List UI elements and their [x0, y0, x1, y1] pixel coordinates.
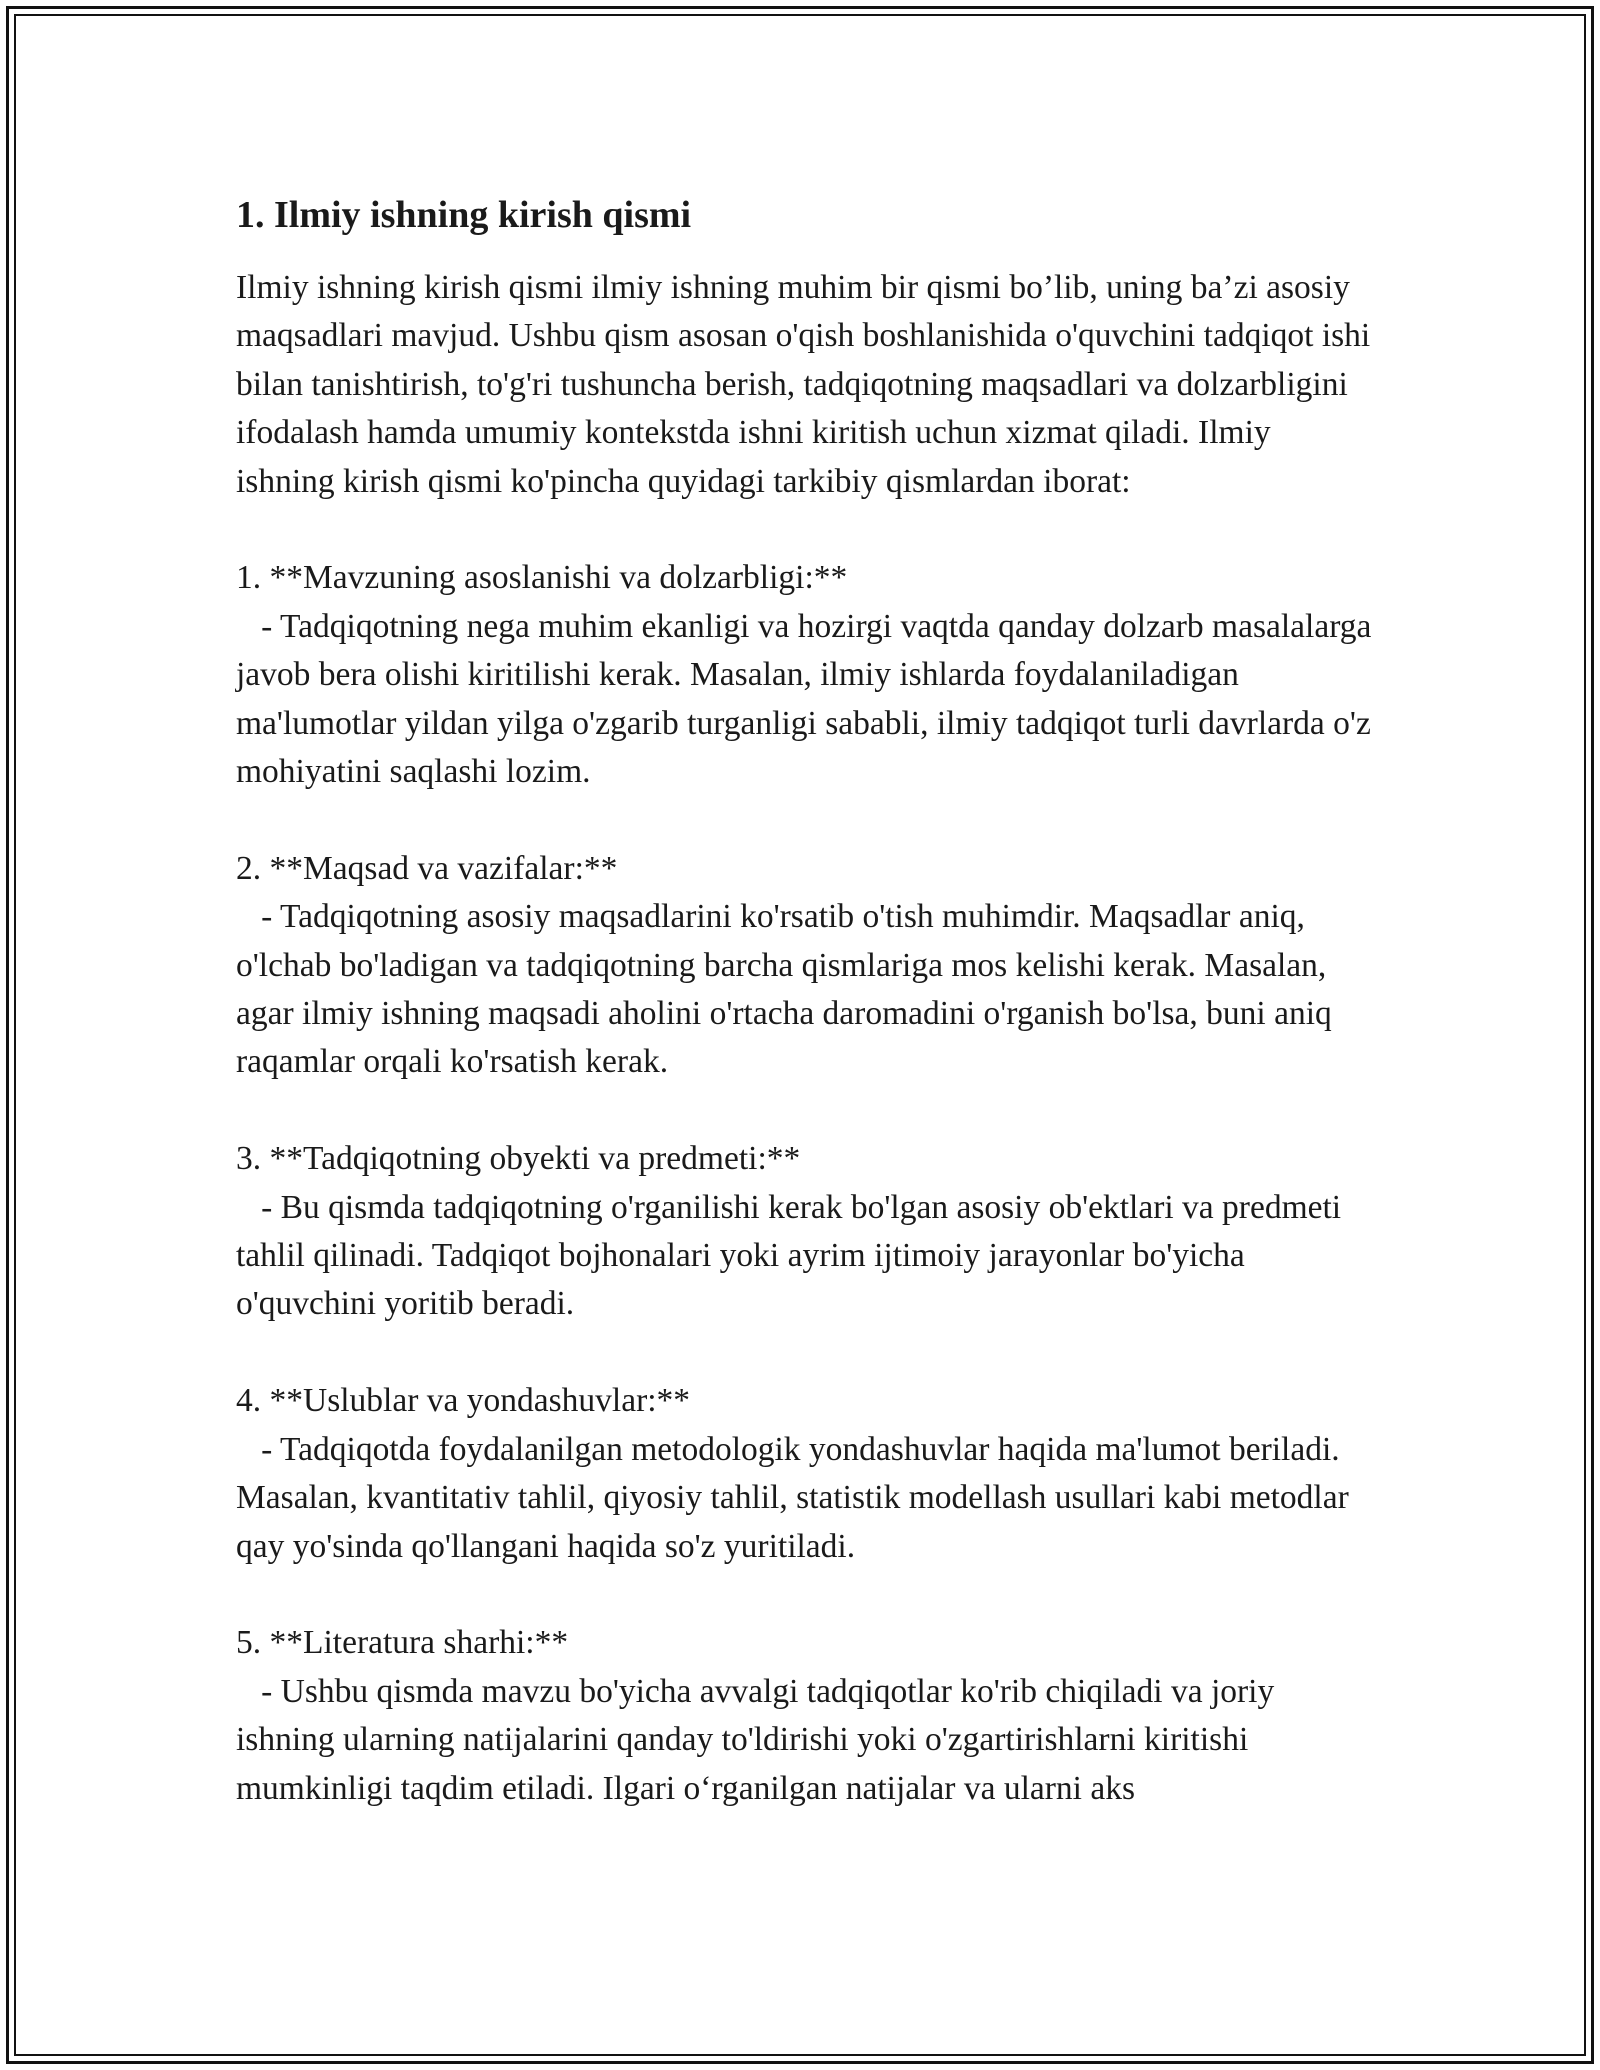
list-item-heading: 1. **Mavzuning asoslanishi va dolzarbligi:**: [236, 559, 848, 597]
list-item-body: - Bu qismda tadqiqotning o'rganilishi kerak bo'lgan asosiy ob'ektlari va predmeti tahlil qilinadi. Tadqiqot bojhonalari yoki ayrim ijtimoiy jarayonlar bo'yicha o'quvchini yoritib beradi.: [236, 1188, 1342, 1323]
list-item-body: - Tadqiqotning nega muhim ekanligi va hozirgi vaqtda qanday dolzarb masalalarga javob bera olishi kiritilishi kerak. Masalan, ilmiy ishlarda foydalaniladigan ma'lumotlar yildan yilga o'zgarib turganligi sababli, ilmiy tadqiqot turli davrlarda o'z mohiyatini saqlashi lozim.: [236, 607, 1372, 791]
list-item: [236, 1619, 1376, 1813]
list-item-heading: 3. **Tadqiqotning obyekti va predmeti:**: [236, 1140, 801, 1178]
list-item: [236, 845, 1376, 1087]
list-item-heading: 5. **Literatura sharhi:**: [236, 1624, 569, 1662]
list-item-body: - Tadqiqotda foydalanilgan metodologik yondashuvlar haqida ma'lumot beriladi. Masalan, kvantitativ tahlil, qiyosiy tahlil, statistik modellash usullari kabi metodlar qay yo'sinda qo'llangani haqida so'z yuritiladi.: [236, 1430, 1349, 1565]
list-item: [236, 554, 1376, 796]
list-item: [236, 1377, 1376, 1571]
intro-paragraph: Ilmiy ishning kirish qismi ilmiy ishning muhim bir qismi bo’lib, uning ba’zi asosiy maqsadlari mavjud. Ushbu qism asosan o'qish boshlanishida o'quvchini tadqiqot ishi bilan tanishtirish, to'g'ri tushuncha berish, tadqiqotning maqsadlari va dolzarbligini ifodalash hamda umumiy kontekstda ishni kiritish uchun xizmat qiladi. Ilmiy ishning kirish qismi ko'pincha quyidagi tarkibiy qismlardan iborat:: [236, 269, 1371, 500]
list-item-heading: 2. **Maqsad va vazifalar:**: [236, 849, 618, 887]
list-item-body: - Tadqiqotning asosiy maqsadlarini ko'rsatib o'tish muhimdir. Maqsadlar aniq, o'lchab bo'ladigan va tadqiqotning barcha qismlariga mos kelishi kerak. Masalan, agar ilmiy ishning maqsadi aholini o'rtacha daromadini o'rganish bo'lsa, buni aniq raqamlar orqali ko'rsatish kerak.: [236, 898, 1332, 1081]
list-item-heading: 4. **Uslublar va yondashuvlar:**: [236, 1382, 691, 1420]
list-item-body: - Ushbu qismda mavzu bo'yicha avvalgi tadqiqotlar ko'rib chiqiladi va joriy ishning ularning natijalarini qanday to'ldirishi yoki o'zgartirishlarni kiritishi mumkinligi taqdim etiladi. Ilgari o‘rganilgan natijalar va ularni aks: [236, 1672, 1275, 1807]
list-item: [236, 1135, 1376, 1329]
document-body: [236, 190, 1376, 1813]
section-title: 1. Ilmiy ishning kirish qismi: [236, 194, 692, 236]
